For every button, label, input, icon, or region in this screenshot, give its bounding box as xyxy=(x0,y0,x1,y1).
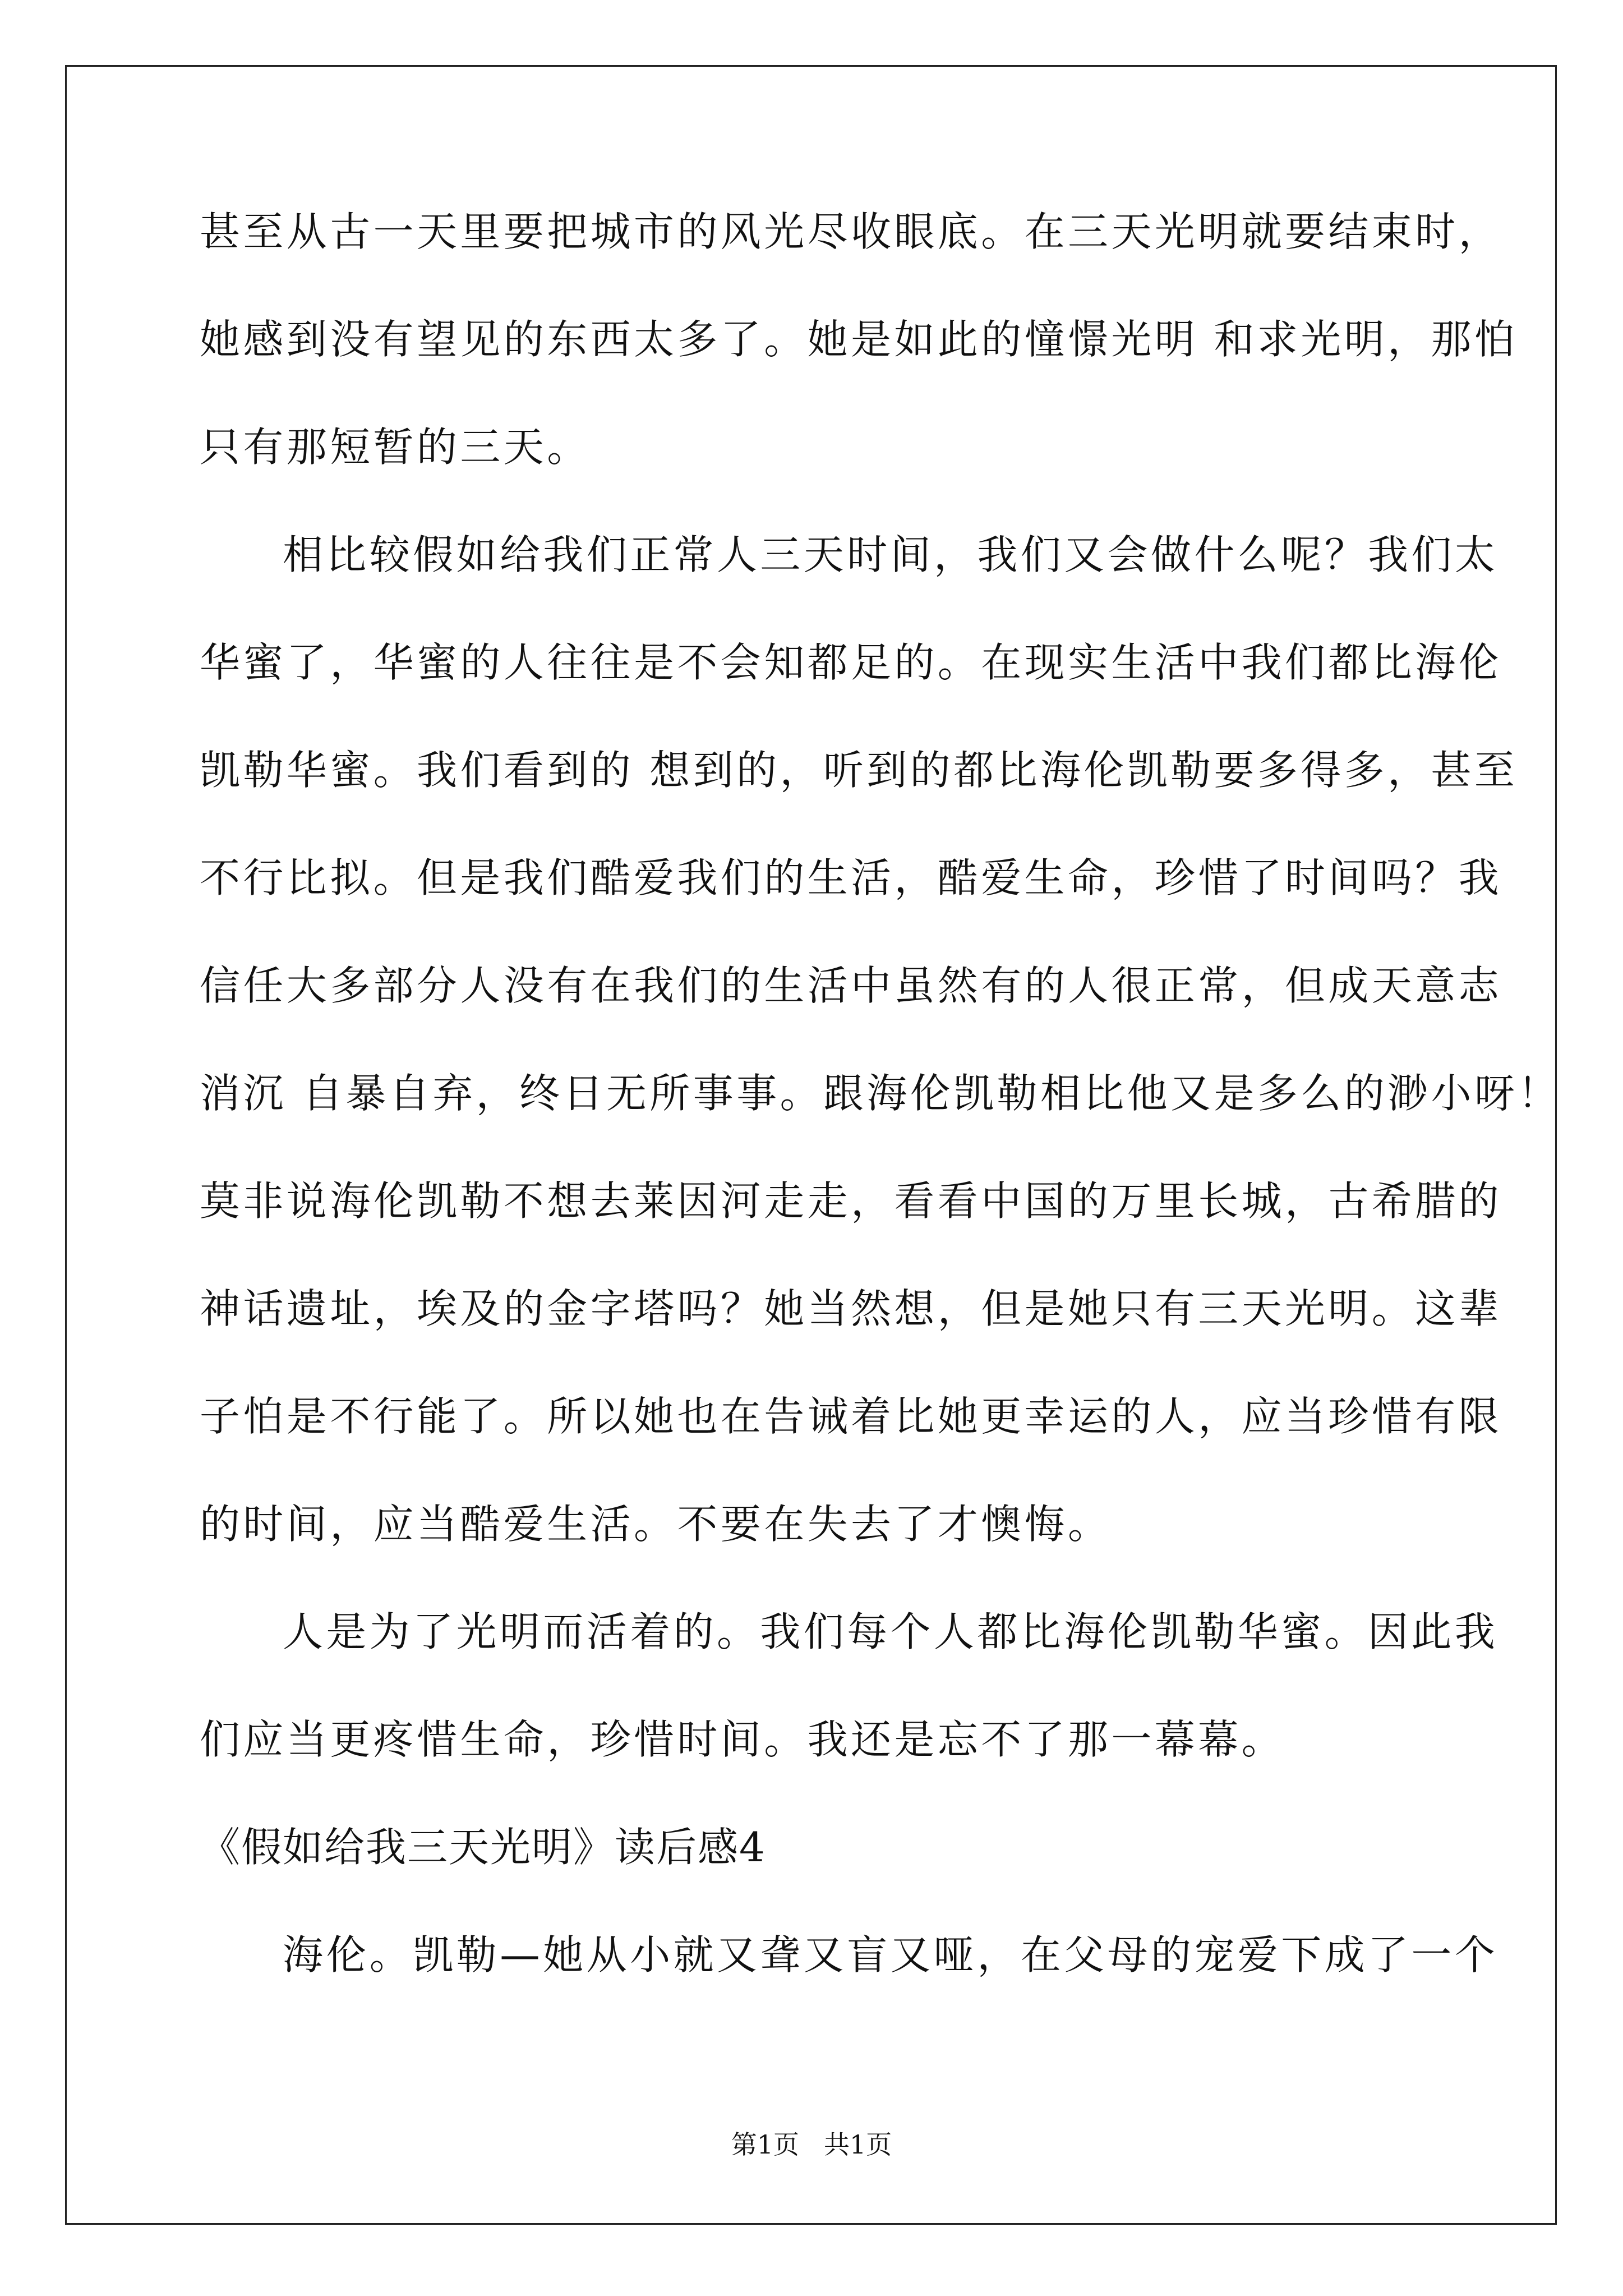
text-line: 只有那短暂的三天。 xyxy=(200,424,591,471)
text-line: 海伦。凯勒—她从小就又聋又盲又哑，在父母的宠爱下成了一个 xyxy=(283,1931,1498,1978)
text-line: 消沉 自暴自弃，终日无所事事。跟海伦凯勒相比他又是多么的渺小呀！ xyxy=(200,1070,1561,1117)
page-total: 共1页 xyxy=(823,2129,892,2160)
text-line: 不行比拟。但是我们酷爱我们的生活，酷爱生命，珍惜了时间吗？我 xyxy=(200,854,1502,901)
page-number: 第1页 xyxy=(731,2129,800,2160)
text-line: 华蜜了，华蜜的人往往是不会知都足的。在现实生活中我们都比海伦 xyxy=(200,639,1502,686)
text-line: 莫非说海伦凯勒不想去莱因河走走，看看中国的万里长城，古希腊的 xyxy=(200,1177,1502,1225)
paragraph xyxy=(200,205,1518,474)
text-line: 凯勒华蜜。我们看到的 想到的，听到的都比海伦凯勒要多得多，甚至 xyxy=(200,747,1518,794)
text-line: 子怕是不行能了。所以她也在告诫着比她更幸运的人，应当珍惜有限 xyxy=(200,1393,1502,1440)
text-line: 相比较假如给我们正常人三天时间，我们又会做什么呢？我们太 xyxy=(283,531,1498,578)
paragraph xyxy=(200,1928,1498,1982)
section-title xyxy=(200,1820,1428,1874)
page-footer xyxy=(0,2129,1623,2160)
text-line: 她感到没有望见的东西太多了。她是如此的憧憬光明 和求光明，那怕 xyxy=(200,316,1518,363)
text-line: 人是为了光明而活着的。我们每个人都比海伦凯勒华蜜。因此我 xyxy=(283,1608,1498,1655)
section-title-text: 《假如给我三天光明》读后感4 xyxy=(200,1824,766,1871)
text-line: 们应当更疼惜生命，珍惜时间。我还是忘不了那一幕幕。 xyxy=(200,1716,1285,1763)
text-line: 的时间，应当酷爱生活。不要在失去了才懊悔。 xyxy=(200,1501,1112,1548)
text-line: 信任大多部分人没有在我们的生活中虽然有的人很正常，但成天意志 xyxy=(200,962,1502,1009)
paragraph xyxy=(200,528,1561,1551)
document-body xyxy=(200,205,1561,1982)
text-line: 神话遗址，埃及的金字塔吗？她当然想，但是她只有三天光明。这辈 xyxy=(200,1285,1502,1332)
text-line: 甚至从古一天里要把城市的风光尽收眼底。在三天光明就要结束时， xyxy=(200,208,1502,255)
paragraph xyxy=(200,1605,1498,1766)
